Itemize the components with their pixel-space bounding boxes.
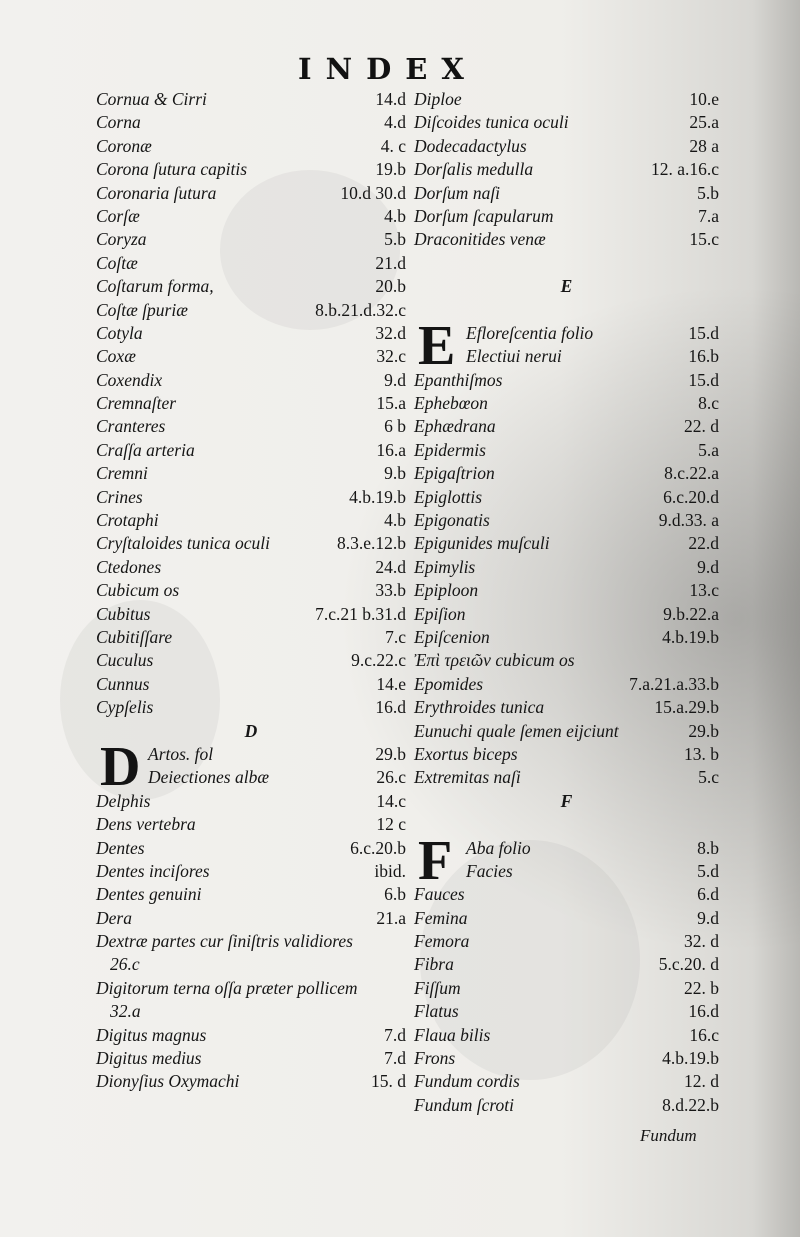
index-entry	[96, 392, 406, 415]
catchword: Fundum	[640, 1126, 697, 1145]
entry-page-reference: 14.c	[376, 790, 406, 811]
index-entry	[414, 135, 719, 158]
index-entry	[414, 556, 719, 579]
index-entry	[96, 673, 406, 696]
index-entry	[96, 790, 406, 813]
index-entry	[96, 837, 406, 860]
index-entry	[414, 766, 719, 789]
entry-term: Cubitus	[96, 603, 151, 624]
index-entry	[96, 462, 406, 485]
index-entry	[96, 439, 406, 462]
index-entry	[414, 392, 719, 415]
letter-section-heading: F	[560, 790, 573, 811]
entry-term: Fundum cordis	[414, 1071, 520, 1092]
entry-term: Epomides	[414, 673, 484, 694]
entry-page-reference: 4.b.19.b	[662, 1048, 719, 1069]
entry-page-reference: 19.b	[375, 159, 406, 180]
index-entry	[96, 182, 406, 205]
index-entry	[414, 883, 719, 906]
entry-term: Coſtæ ſpuriæ	[96, 299, 188, 320]
drop-capital: F	[418, 829, 453, 892]
entry-term: Epanthiſmos	[414, 369, 503, 390]
drop-capital: D	[100, 735, 141, 798]
entry-term: 26.c	[110, 954, 140, 975]
index-entry	[414, 1024, 719, 1047]
index-entry	[414, 1047, 719, 1070]
entry-term: Corſæ	[96, 205, 140, 226]
entry-term: Artos. fol	[148, 743, 214, 764]
entry-term: Extremitas naſi	[414, 767, 521, 788]
entry-page-reference: 8.b.21.d.32.c	[315, 299, 406, 320]
entry-page-reference: 12. d	[684, 1071, 719, 1092]
index-entry	[96, 509, 406, 532]
entry-term: Eunuchi quale ſemen eijciunt	[414, 720, 619, 741]
entry-term: Cryſtaloides tunica oculi	[96, 533, 271, 554]
index-entry	[414, 462, 719, 485]
entry-page-reference: 13. b	[684, 743, 719, 764]
entry-term: Corna	[96, 112, 141, 133]
entry-page-reference: 4. c	[380, 135, 406, 156]
entry-page-reference: 28 a	[689, 135, 719, 156]
entry-term: Dens vertebra	[96, 814, 196, 835]
entry-page-reference: 14.e	[376, 673, 406, 694]
index-entry	[414, 486, 719, 509]
entry-page-reference: 22.d	[688, 533, 719, 554]
entry-page-reference: 5.b	[384, 229, 406, 250]
entry-term: Ctedones	[96, 556, 162, 577]
index-column-left	[96, 88, 406, 1094]
blank-line	[414, 299, 719, 322]
index-entry	[96, 252, 406, 275]
index-entry	[414, 439, 719, 462]
entry-page-reference: 8.d.22.b	[662, 1094, 719, 1115]
index-entry	[96, 977, 406, 1000]
index-entry	[96, 1000, 406, 1023]
entry-page-reference: 7.a	[698, 205, 719, 226]
index-entry	[414, 1000, 719, 1023]
index-entry	[96, 1047, 406, 1070]
entry-term: Dera	[96, 907, 132, 928]
entry-page-reference: 8.c	[698, 393, 719, 414]
page-title: INDEX	[298, 52, 478, 86]
index-entry	[414, 743, 719, 766]
index-entry	[96, 369, 406, 392]
index-entry	[96, 158, 406, 181]
entry-page-reference: 9.d	[697, 907, 719, 928]
entry-term: Coxendix	[96, 369, 163, 390]
entry-term: Flatus	[414, 1001, 459, 1022]
entry-page-reference: 32.d	[375, 322, 406, 343]
entry-term: Fiſſum	[414, 977, 461, 998]
index-entry	[414, 649, 719, 672]
entry-term: Cubicum os	[96, 580, 180, 601]
index-entry	[96, 228, 406, 251]
entry-page-reference: 7.d	[384, 1048, 406, 1069]
entry-page-reference: 4.d	[384, 112, 406, 133]
letter-section-heading: E	[560, 276, 573, 297]
index-entry	[96, 88, 406, 111]
index-entry	[96, 299, 406, 322]
entry-term: Dentes	[96, 837, 145, 858]
index-entry	[96, 345, 406, 368]
index-entry	[414, 88, 719, 111]
index-entry	[96, 883, 406, 906]
entry-page-reference: 9.b.22.a	[663, 603, 719, 624]
entry-page-reference: 15.c	[689, 229, 719, 250]
entry-term: Digitorum terna oſſa præter pollicem	[96, 977, 358, 998]
index-entry	[414, 205, 719, 228]
index-entry	[414, 415, 719, 438]
entry-term: Craſſa arteria	[96, 439, 195, 460]
entry-term: Ἐπὶ τρειῶν cubicum os	[414, 650, 575, 671]
entry-term: Erythroides tunica	[414, 697, 545, 718]
entry-term: Aba folio	[466, 837, 531, 858]
entry-page-reference: 12. a.16.c	[650, 159, 719, 180]
entry-term: Dextræ partes cur ſiniſtris validiores	[96, 931, 353, 952]
index-entry	[414, 930, 719, 953]
index-entry	[96, 579, 406, 602]
index-entry	[414, 1070, 719, 1093]
entry-page-reference: 4.b	[384, 510, 406, 531]
entry-page-reference: 21.a	[376, 907, 406, 928]
entry-page-reference: 22. d	[684, 416, 719, 437]
entry-term: Draconitides venæ	[414, 229, 546, 250]
index-entry	[414, 696, 719, 719]
entry-page-reference: 13.c	[689, 580, 719, 601]
entry-term: Cornua & Cirri	[96, 89, 207, 109]
entry-term: Electiui nerui	[466, 346, 562, 367]
index-entry	[414, 182, 719, 205]
entry-term: Dentes inciſores	[96, 860, 210, 881]
index-entry	[414, 111, 719, 134]
entry-page-reference: 16.d	[688, 1001, 719, 1022]
entry-term: Digitus medius	[96, 1048, 202, 1069]
entry-page-reference: 7.c	[385, 626, 406, 647]
index-entry	[96, 205, 406, 228]
index-entry	[414, 953, 719, 976]
entry-page-reference: 10.d 30.d	[340, 182, 406, 203]
index-entry	[414, 673, 719, 696]
index-entry	[414, 228, 719, 251]
entry-term: Cuculus	[96, 650, 154, 671]
index-entry	[96, 626, 406, 649]
entry-page-reference: 15. d	[371, 1071, 406, 1092]
entry-page-reference: 9.c.22.c	[351, 650, 406, 671]
entry-term: Dorſalis medulla	[414, 159, 534, 180]
entry-term: Deiectiones albæ	[148, 767, 270, 788]
entry-page-reference: 26.c	[376, 767, 406, 788]
entry-page-reference: 4.b.19.b	[662, 626, 719, 647]
entry-page-reference: 9.d.33. a	[658, 510, 719, 531]
entry-term: Fibra	[414, 954, 454, 975]
entry-page-reference: 15.d	[688, 369, 719, 390]
index-entry	[96, 415, 406, 438]
drop-capital: E	[418, 314, 456, 377]
entry-page-reference: 10.e	[689, 89, 719, 109]
entry-page-reference: 15.a	[376, 393, 406, 414]
index-entry	[96, 322, 406, 345]
index-entry	[96, 813, 406, 836]
entry-term: Coryza	[96, 229, 147, 250]
letter-section-heading: D	[244, 720, 258, 741]
entry-page-reference: 29.b	[688, 720, 719, 741]
index-entry	[414, 907, 719, 930]
entry-page-reference: 5.d	[697, 860, 719, 881]
index-entry	[414, 158, 719, 181]
index-entry	[414, 977, 719, 1000]
entry-term: Coxæ	[96, 346, 136, 367]
entry-term: Cremni	[96, 463, 148, 484]
entry-term: Cypſelis	[96, 697, 154, 718]
entry-term: Facies	[466, 860, 513, 881]
index-entry	[414, 1094, 719, 1117]
entry-page-reference: 6.b	[384, 884, 406, 905]
index-entry	[96, 111, 406, 134]
entry-term: Epimylis	[414, 556, 476, 577]
entry-term: Epigaſtrion	[414, 463, 495, 484]
entry-page-reference: 4.b.19.b	[349, 486, 406, 507]
entry-page-reference: 25.a	[689, 112, 719, 133]
index-entry	[414, 509, 719, 532]
entry-page-reference: 20.b	[375, 276, 406, 297]
index-entry	[414, 720, 719, 743]
index-entry	[96, 953, 406, 976]
entry-term: Femora	[414, 931, 470, 952]
entry-page-reference: 16.a	[376, 439, 406, 460]
entry-term: Cremnaſter	[96, 393, 177, 414]
index-entry	[96, 930, 406, 953]
entry-page-reference: 4.b	[384, 205, 406, 226]
entry-page-reference: 21.d	[375, 252, 406, 273]
entry-page-reference: 5.b	[697, 182, 719, 203]
entry-page-reference: 32. d	[684, 931, 719, 952]
entry-term: Corona ſutura capitis	[96, 159, 248, 180]
index-entry	[96, 1070, 406, 1093]
index-entry	[414, 626, 719, 649]
entry-page-reference: 7.a.21.a.33.b	[629, 673, 719, 694]
entry-term: Epidermis	[414, 439, 486, 460]
index-entry	[414, 579, 719, 602]
entry-term: Dodecadactylus	[414, 135, 527, 156]
entry-page-reference: 6.c.20.b	[350, 837, 406, 858]
entry-term: Coronæ	[96, 135, 152, 156]
index-entry	[96, 603, 406, 626]
entry-page-reference: 16.c	[689, 1024, 719, 1045]
entry-term: 32.a	[110, 1001, 141, 1022]
entry-term: Cubitiſſare	[96, 626, 173, 647]
entry-page-reference: 22. b	[684, 977, 719, 998]
entry-term: Fauces	[414, 884, 465, 905]
entry-term: Exortus biceps	[414, 743, 518, 764]
entry-page-reference: 16.b	[688, 346, 719, 367]
entry-term: Epigunides muſculi	[414, 533, 550, 554]
index-entry	[96, 275, 406, 298]
index-entry	[96, 135, 406, 158]
index-entry	[96, 486, 406, 509]
entry-term: Cotyla	[96, 322, 143, 343]
entry-term: Efloreſcentia folio	[466, 322, 594, 343]
entry-page-reference: 5.c	[698, 767, 719, 788]
entry-term: Flaua bilis	[414, 1024, 491, 1045]
entry-term: Diſcoides tunica oculi	[414, 112, 569, 133]
entry-term: Dentes genuini	[96, 884, 202, 905]
entry-page-reference: 8.b	[697, 837, 719, 858]
index-entry	[96, 696, 406, 719]
entry-term: Frons	[414, 1048, 456, 1069]
entry-term: Coſtæ	[96, 252, 138, 273]
entry-term: Epiſcenion	[414, 626, 490, 647]
entry-page-reference: 9.d	[384, 369, 406, 390]
entry-term: Cunnus	[96, 673, 150, 694]
blank-line	[414, 252, 719, 275]
entry-page-reference: 6.d	[697, 884, 719, 905]
index-entry	[414, 369, 719, 392]
entry-term: Epiſion	[414, 603, 466, 624]
entry-term: Delphis	[96, 790, 151, 811]
index-entry	[96, 860, 406, 883]
entry-term: Fundum ſcroti	[414, 1094, 514, 1115]
index-entry	[96, 556, 406, 579]
entry-page-reference: 9.d	[697, 556, 719, 577]
entry-page-reference: 8.c.22.a	[664, 463, 719, 484]
index-entry	[414, 860, 719, 883]
entry-page-reference: 9.b	[384, 463, 406, 484]
entry-page-reference: 7.c.21 b.31.d	[315, 603, 406, 624]
index-entry	[96, 649, 406, 672]
entry-term: Epigonatis	[414, 510, 490, 531]
index-entry	[414, 345, 719, 368]
entry-page-reference: 29.b	[375, 743, 406, 764]
entry-page-reference: 6 b	[384, 416, 406, 437]
index-entry	[96, 907, 406, 930]
entry-page-reference: ibid.	[374, 860, 406, 881]
entry-page-reference: 33.b	[375, 580, 406, 601]
entry-term: Ephædrana	[414, 416, 496, 437]
index-entry	[414, 603, 719, 626]
entry-term: Coſtarum forma,	[96, 276, 214, 297]
entry-term: Cranteres	[96, 416, 166, 437]
entry-page-reference: 16.d	[375, 697, 406, 718]
entry-page-reference: 5.a	[698, 439, 719, 460]
entry-page-reference: 5.c.20. d	[658, 954, 719, 975]
entry-page-reference: 15.d	[688, 322, 719, 343]
entry-term: Dorſum ſcapularum	[414, 205, 554, 226]
entry-page-reference: 24.d	[375, 556, 406, 577]
entry-term: Coronaria ſutura	[96, 182, 217, 203]
entry-term: Digitus magnus	[96, 1024, 207, 1045]
entry-term: Crotaphi	[96, 510, 159, 531]
entry-term: Femina	[414, 907, 468, 928]
entry-term: Diploe	[414, 89, 462, 109]
entry-term: Dionyſius Oxymachi	[96, 1071, 240, 1092]
entry-term: Ephebœon	[414, 393, 488, 414]
entry-page-reference: 8.3.e.12.b	[336, 533, 406, 554]
index-entry	[96, 532, 406, 555]
entry-term: Epiglottis	[414, 486, 483, 507]
index-entry	[96, 1024, 406, 1047]
entry-page-reference: 6.c.20.d	[663, 486, 719, 507]
blank-line	[414, 813, 719, 836]
entry-page-reference: 32.c	[376, 346, 406, 367]
entry-term: Dorſum naſi	[414, 182, 501, 203]
entry-term: Crines	[96, 486, 143, 507]
index-entry	[414, 532, 719, 555]
entry-term: Epiploon	[414, 580, 479, 601]
index-entry	[96, 766, 406, 789]
entry-page-reference: 14.d	[375, 89, 406, 109]
index-column-right	[414, 88, 719, 1117]
entry-page-reference: 12 c	[376, 814, 406, 835]
entry-page-reference: 7.d	[384, 1024, 406, 1045]
entry-page-reference: 15.a.29.b	[654, 697, 719, 718]
